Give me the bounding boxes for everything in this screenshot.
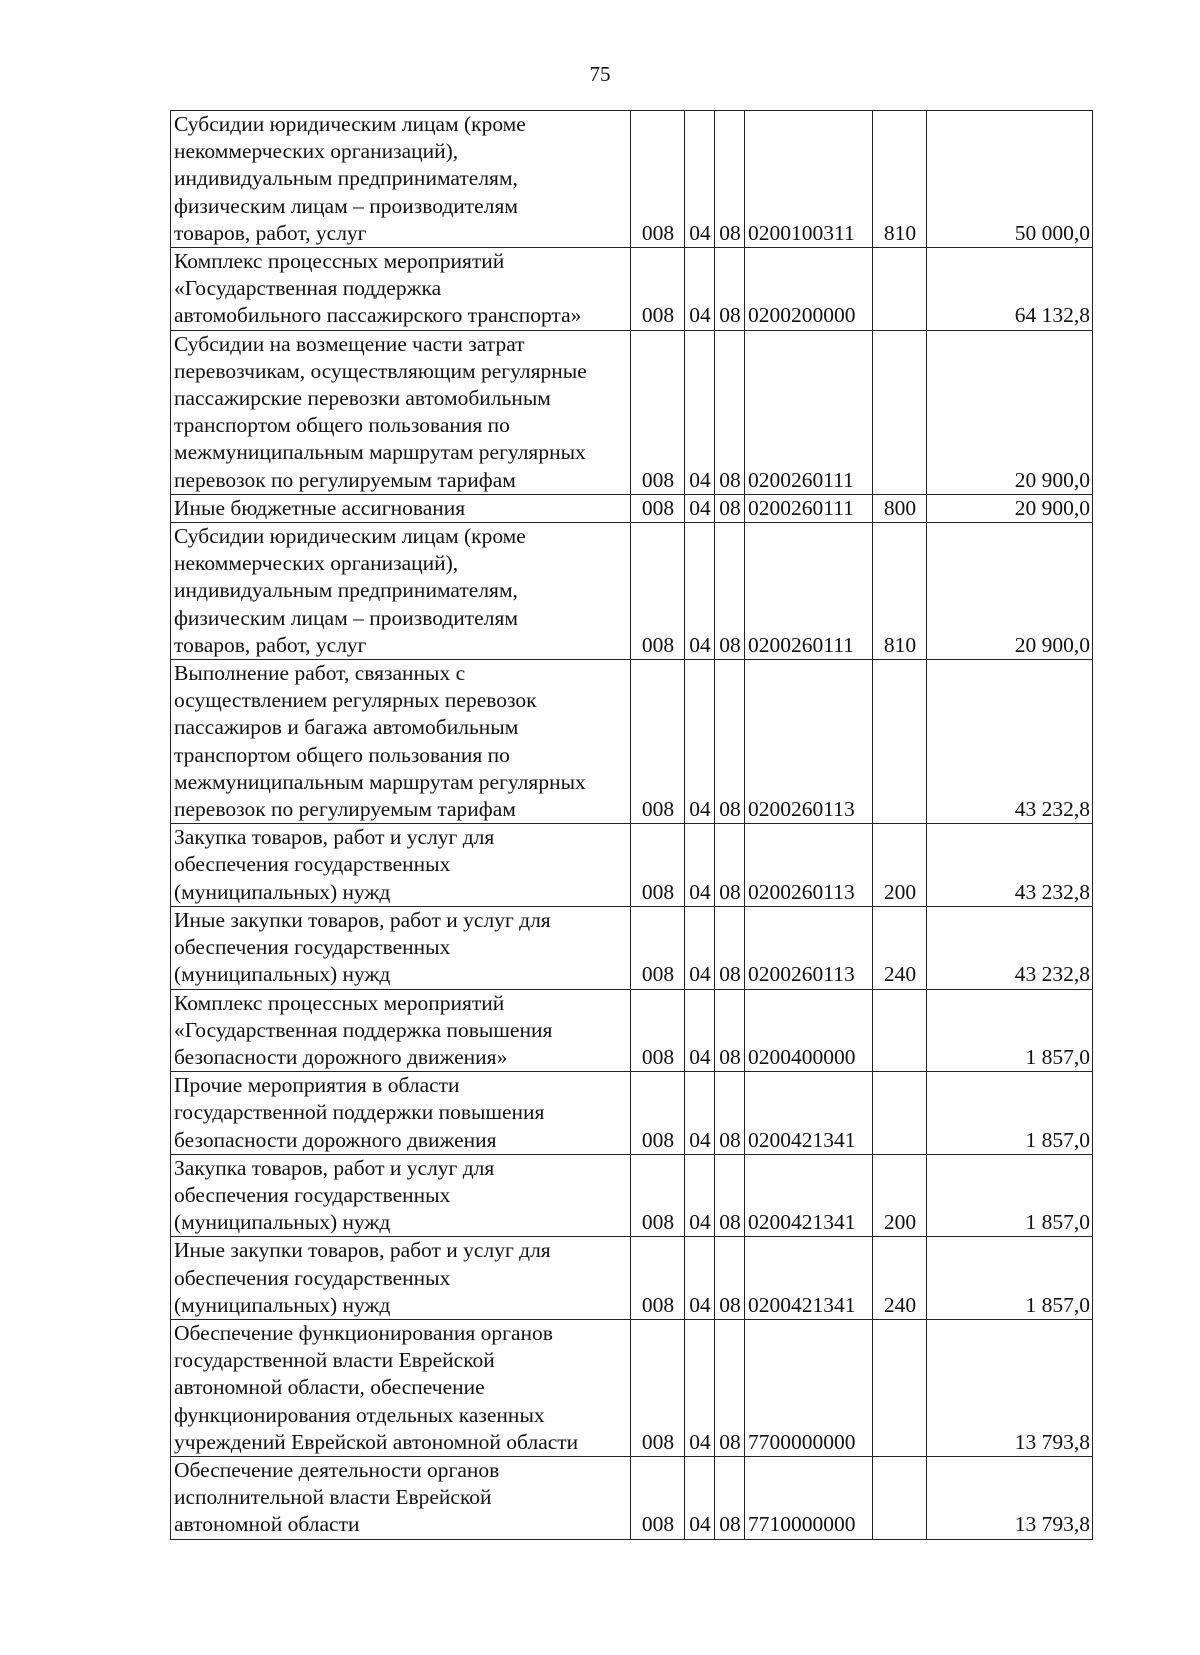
description-line: Обеспечение деятельности органов <box>174 1457 500 1482</box>
row-description <box>171 1154 631 1237</box>
row-description <box>171 824 631 907</box>
subsection-code-cell: 08 <box>715 330 745 494</box>
table-row <box>171 1456 1093 1539</box>
description-line: Иные закупки товаров, работ и услуг для <box>174 1238 551 1263</box>
row-description <box>171 1072 631 1155</box>
description-line: транспортом общего пользования по <box>174 742 510 767</box>
section-code-cell: 04 <box>685 989 715 1072</box>
amount-cell: 1 857,0 <box>927 989 1093 1072</box>
expense-type-code-cell <box>873 1072 927 1155</box>
row-description <box>171 523 631 660</box>
row-description <box>171 660 631 824</box>
table-row <box>171 906 1093 989</box>
expense-type-code-cell: 200 <box>873 824 927 907</box>
table-row <box>171 330 1093 494</box>
description-line: безопасности дорожного движения» <box>174 1044 508 1069</box>
table-row <box>171 523 1093 660</box>
expense-type-code-cell: 240 <box>873 1237 927 1320</box>
description-line: (муниципальных) нужд <box>174 962 391 987</box>
amount-cell: 64 132,8 <box>927 248 1093 331</box>
description-line: индивидуальным предпринимателям, <box>174 578 518 603</box>
section-code-cell: 04 <box>685 330 715 494</box>
grbs-code-cell: 008 <box>631 330 685 494</box>
subsection-code-cell: 08 <box>715 1237 745 1320</box>
target-article-code-cell: 0200260113 <box>745 660 873 824</box>
description-line: автономной области, обеспечение <box>174 1375 485 1400</box>
table-row <box>171 1154 1093 1237</box>
expense-type-code-cell: 810 <box>873 523 927 660</box>
section-code-cell: 04 <box>685 906 715 989</box>
section-code-cell: 04 <box>685 1319 715 1456</box>
description-line: межмуниципальным маршрутам регулярных <box>174 769 586 794</box>
row-description <box>171 1456 631 1539</box>
amount-cell: 13 793,8 <box>927 1319 1093 1456</box>
target-article-code-cell: 0200260111 <box>745 330 873 494</box>
description-line: Субсидии юридическим лицам (кроме <box>174 524 526 549</box>
subsection-code-cell: 08 <box>715 1456 745 1539</box>
subsection-code-cell: 08 <box>715 1319 745 1456</box>
subsection-code-cell: 08 <box>715 1072 745 1155</box>
description-line: Закупка товаров, работ и услуг для <box>174 1155 495 1180</box>
description-line: физическим лицам – производителям <box>174 605 518 630</box>
target-article-code-cell: 0200200000 <box>745 248 873 331</box>
grbs-code-cell: 008 <box>631 989 685 1072</box>
grbs-code-cell: 008 <box>631 494 685 522</box>
description-line: «Государственная поддержка <box>174 276 442 301</box>
row-description <box>171 1237 631 1320</box>
description-line: (муниципальных) нужд <box>174 1210 391 1235</box>
description-line: (муниципальных) нужд <box>174 879 391 904</box>
section-code-cell: 04 <box>685 111 715 248</box>
amount-cell: 1 857,0 <box>927 1154 1093 1237</box>
target-article-code-cell: 0200421341 <box>745 1154 873 1237</box>
amount-cell: 1 857,0 <box>927 1237 1093 1320</box>
amount-cell: 13 793,8 <box>927 1456 1093 1539</box>
grbs-code-cell: 008 <box>631 1237 685 1320</box>
expense-type-code-cell: 240 <box>873 906 927 989</box>
row-description <box>171 494 631 522</box>
description-line: межмуниципальным маршрутам регулярных <box>174 440 586 465</box>
target-article-code-cell: 0200400000 <box>745 989 873 1072</box>
description-line: безопасности дорожного движения <box>174 1127 497 1152</box>
row-description <box>171 248 631 331</box>
subsection-code-cell: 08 <box>715 248 745 331</box>
table-row <box>171 824 1093 907</box>
description-line: автономной области <box>174 1512 360 1537</box>
description-line: обеспечения государственных <box>174 1182 451 1207</box>
grbs-code-cell: 008 <box>631 1072 685 1155</box>
amount-cell: 50 000,0 <box>927 111 1093 248</box>
description-line: Комплекс процессных мероприятий <box>174 990 505 1015</box>
section-code-cell: 04 <box>685 1456 715 1539</box>
description-line: индивидуальным предпринимателям, <box>174 166 518 191</box>
description-line: Субсидии на возмещение части затрат <box>174 331 525 356</box>
description-line: перевозок по регулируемым тарифам <box>174 467 516 492</box>
description-line: некоммерческих организаций), <box>174 551 459 576</box>
description-line: осуществлением регулярных перевозок <box>174 688 537 713</box>
row-description <box>171 906 631 989</box>
description-line: обеспечения государственных <box>174 935 451 960</box>
subsection-code-cell: 08 <box>715 906 745 989</box>
grbs-code-cell: 008 <box>631 1456 685 1539</box>
description-line: Комплекс процессных мероприятий <box>174 249 505 274</box>
amount-cell: 20 900,0 <box>927 523 1093 660</box>
row-description <box>171 1319 631 1456</box>
section-code-cell: 04 <box>685 660 715 824</box>
target-article-code-cell: 0200100311 <box>745 111 873 248</box>
target-article-code-cell: 0200260111 <box>745 494 873 522</box>
section-code-cell: 04 <box>685 1237 715 1320</box>
grbs-code-cell: 008 <box>631 523 685 660</box>
table-row <box>171 989 1093 1072</box>
grbs-code-cell: 008 <box>631 248 685 331</box>
description-line: пассажирские перевозки автомобильным <box>174 386 551 411</box>
description-line: Выполнение работ, связанных с <box>174 661 466 686</box>
subsection-code-cell: 08 <box>715 111 745 248</box>
amount-cell: 43 232,8 <box>927 906 1093 989</box>
target-article-code-cell: 0200260111 <box>745 523 873 660</box>
section-code-cell: 04 <box>685 494 715 522</box>
expense-type-code-cell: 800 <box>873 494 927 522</box>
expense-type-code-cell: 810 <box>873 111 927 248</box>
description-line: перевозчикам, осуществляющим регулярные <box>174 358 587 383</box>
grbs-code-cell: 008 <box>631 1319 685 1456</box>
table-body <box>171 111 1093 1540</box>
description-line: автомобильного пассажирского транспорта» <box>174 303 582 328</box>
target-article-code-cell: 0200260113 <box>745 824 873 907</box>
expense-type-code-cell <box>873 989 927 1072</box>
section-code-cell: 04 <box>685 1072 715 1155</box>
description-line: «Государственная поддержка повышения <box>174 1017 553 1042</box>
page-number: 75 <box>589 62 611 86</box>
target-article-code-cell: 0200421341 <box>745 1237 873 1320</box>
description-line: Иные бюджетные ассигнования <box>174 495 466 520</box>
description-line: Иные закупки товаров, работ и услуг для <box>174 907 551 932</box>
row-description <box>171 111 631 248</box>
table-row <box>171 1237 1093 1320</box>
amount-cell: 20 900,0 <box>927 494 1093 522</box>
description-line: государственной поддержки повышения <box>174 1100 545 1125</box>
description-line: пассажиров и багажа автомобильным <box>174 715 519 740</box>
description-line: государственной власти Еврейской <box>174 1348 495 1373</box>
section-code-cell: 04 <box>685 824 715 907</box>
description-line: транспортом общего пользования по <box>174 413 510 438</box>
table-row <box>171 1319 1093 1456</box>
subsection-code-cell: 08 <box>715 989 745 1072</box>
target-article-code-cell: 0200260113 <box>745 906 873 989</box>
expense-type-code-cell <box>873 1456 927 1539</box>
amount-cell: 43 232,8 <box>927 824 1093 907</box>
description-line: учреждений Еврейской автономной области <box>174 1429 579 1454</box>
section-code-cell: 04 <box>685 523 715 660</box>
section-code-cell: 04 <box>685 248 715 331</box>
target-article-code-cell: 7700000000 <box>745 1319 873 1456</box>
table-row <box>171 1072 1093 1155</box>
description-line: Обеспечение функционирования органов <box>174 1320 553 1345</box>
grbs-code-cell: 008 <box>631 824 685 907</box>
description-line: Закупка товаров, работ и услуг для <box>174 825 495 850</box>
target-article-code-cell: 7710000000 <box>745 1456 873 1539</box>
expense-type-code-cell: 200 <box>873 1154 927 1237</box>
subsection-code-cell: 08 <box>715 494 745 522</box>
table-row <box>171 494 1093 522</box>
description-line: физическим лицам – производителям <box>174 193 518 218</box>
amount-cell: 20 900,0 <box>927 330 1093 494</box>
table-row <box>171 248 1093 331</box>
amount-cell: 43 232,8 <box>927 660 1093 824</box>
subsection-code-cell: 08 <box>715 1154 745 1237</box>
expense-type-code-cell <box>873 330 927 494</box>
description-line: Прочие мероприятия в области <box>174 1073 460 1098</box>
description-line: функционирования отдельных казенных <box>174 1402 545 1427</box>
description-line: некоммерческих организаций), <box>174 139 459 164</box>
budget-table <box>170 110 1093 1540</box>
expense-type-code-cell <box>873 660 927 824</box>
amount-cell: 1 857,0 <box>927 1072 1093 1155</box>
grbs-code-cell: 008 <box>631 1154 685 1237</box>
section-code-cell: 04 <box>685 1154 715 1237</box>
description-line: исполнительной власти Еврейской <box>174 1485 492 1510</box>
description-line: товаров, работ, услуг <box>174 632 367 657</box>
table-row <box>171 660 1093 824</box>
table-row <box>171 111 1093 248</box>
expense-type-code-cell <box>873 248 927 331</box>
row-description <box>171 989 631 1072</box>
expense-type-code-cell <box>873 1319 927 1456</box>
subsection-code-cell: 08 <box>715 824 745 907</box>
subsection-code-cell: 08 <box>715 523 745 660</box>
description-line: товаров, работ, услуг <box>174 220 367 245</box>
grbs-code-cell: 008 <box>631 660 685 824</box>
description-line: обеспечения государственных <box>174 1265 451 1290</box>
target-article-code-cell: 0200421341 <box>745 1072 873 1155</box>
description-line: Субсидии юридическим лицам (кроме <box>174 112 526 136</box>
description-line: (муниципальных) нужд <box>174 1292 391 1317</box>
description-line: обеспечения государственных <box>174 852 451 877</box>
description-line: перевозок по регулируемым тарифам <box>174 797 516 822</box>
grbs-code-cell: 008 <box>631 906 685 989</box>
grbs-code-cell: 008 <box>631 111 685 248</box>
subsection-code-cell: 08 <box>715 660 745 824</box>
row-description <box>171 330 631 494</box>
